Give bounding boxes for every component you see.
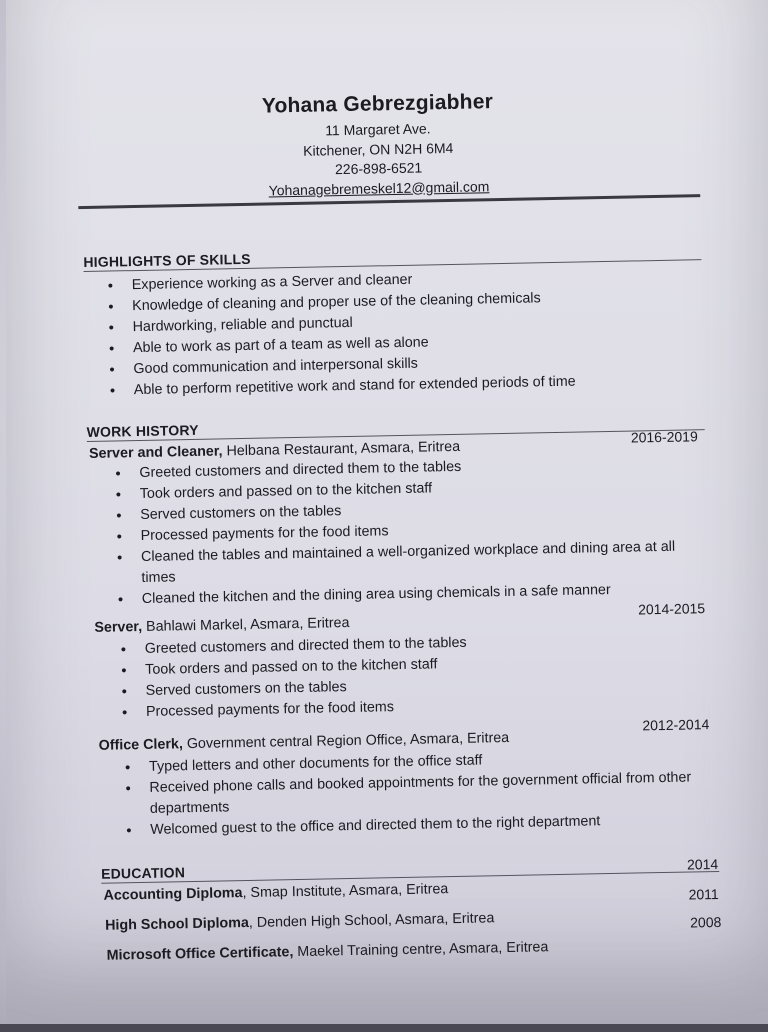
list-item: • Cleaned the kitchen and the dining area using chemicals in a safe manner (114, 578, 704, 610)
job-dates: 2016-2019 (630, 428, 698, 446)
education-entry (107, 939, 549, 963)
job-role: Server, (94, 618, 143, 636)
list-item: • Knowledge of cleaning and proper use of the cleaning chemicals (104, 285, 704, 318)
list-item: • Received phone calls and booked appointments for the government official from other departments (121, 767, 712, 820)
job-title-line (94, 615, 349, 636)
list-item: • Served customers on the tables (112, 494, 702, 526)
education-heading: EDUCATION (100, 864, 186, 882)
institution: , Smap Institute, Asmara, Eritrea (242, 881, 449, 902)
institution: , Denden High School, Asmara, Eritrea (248, 910, 495, 931)
education-year: 2008 (690, 913, 722, 931)
highlights-heading: HIGHLIGHTS OF SKILLS (83, 250, 251, 271)
job-duties-list (117, 628, 709, 723)
education-year: 2014 (686, 855, 719, 873)
list-item: • Served customers on the tables (117, 670, 707, 702)
education-year: 2011 (688, 885, 719, 903)
address-line-1: 11 Margaret Ave. (325, 120, 431, 139)
job-duties-list (111, 452, 704, 610)
list-item: • Took orders and passed on to the kitchen staff (117, 649, 707, 681)
job-dates: 2012-2014 (642, 716, 710, 734)
education-entry (105, 910, 495, 933)
phone-number: 226-898-6521 (334, 159, 423, 178)
institution: Maekel Training centre, Asmara, Eritrea (293, 939, 549, 961)
list-item: • Able to perform repetitive work and stand for extended periods of time (106, 369, 706, 402)
job-dates: 2014-2015 (637, 600, 706, 618)
email-address: Yohanagebremeskel12@gmail.com (268, 177, 490, 198)
list-item: • Greeted customers and directed them to the tables (117, 628, 707, 660)
job-duties-list (121, 746, 713, 841)
job-employer: Helbana Restaurant, Asmara, Eritrea (226, 438, 461, 460)
job-employer: Government central Region Office, Asmara, Eritrea (186, 729, 510, 753)
list-item: • Took orders and passed on to the kitchen staff (112, 473, 702, 505)
degree-name: Microsoft Office Certificate, (106, 944, 294, 964)
degree-name: High School Diploma (104, 914, 250, 934)
job-role: Office Clerk, (98, 736, 184, 754)
list-item: • Greeted customers and directed them to the tables (111, 452, 701, 484)
list-item: • Typed letters and other documents for the office staff (121, 746, 711, 778)
highlights-list (104, 264, 706, 401)
degree-name: Accounting Diploma (103, 885, 243, 904)
list-item: • Welcomed guest to the office and directed them to the right department (122, 809, 712, 841)
work-history-heading: WORK HISTORY (86, 421, 199, 441)
address-line-2: Kitchener, ON N2H 6M4 (303, 139, 454, 159)
job-role: Server and Cleaner, (88, 443, 223, 462)
list-item: • Able to work as part of a team as well as alone (105, 327, 705, 360)
list-item: • Experience working as a Server and cleaner (104, 264, 704, 297)
education-entry (103, 881, 448, 904)
list-item: • Good communication and interpersonal skills (105, 348, 705, 381)
applicant-name: Yohana Gebrezgiabher (261, 90, 494, 118)
list-item: • Processed payments for the food items (112, 515, 702, 547)
resume-header (72, 87, 684, 205)
job-employer: Bahlawi Markel, Asmara, Eritrea (145, 614, 350, 635)
list-item: • Processed payments for the food items (118, 691, 708, 723)
list-item: • Hardworking, reliable and punctual (104, 306, 704, 339)
list-item: • Cleaned the tables and maintained a well-organized workplace and dining area at all times (113, 536, 704, 589)
